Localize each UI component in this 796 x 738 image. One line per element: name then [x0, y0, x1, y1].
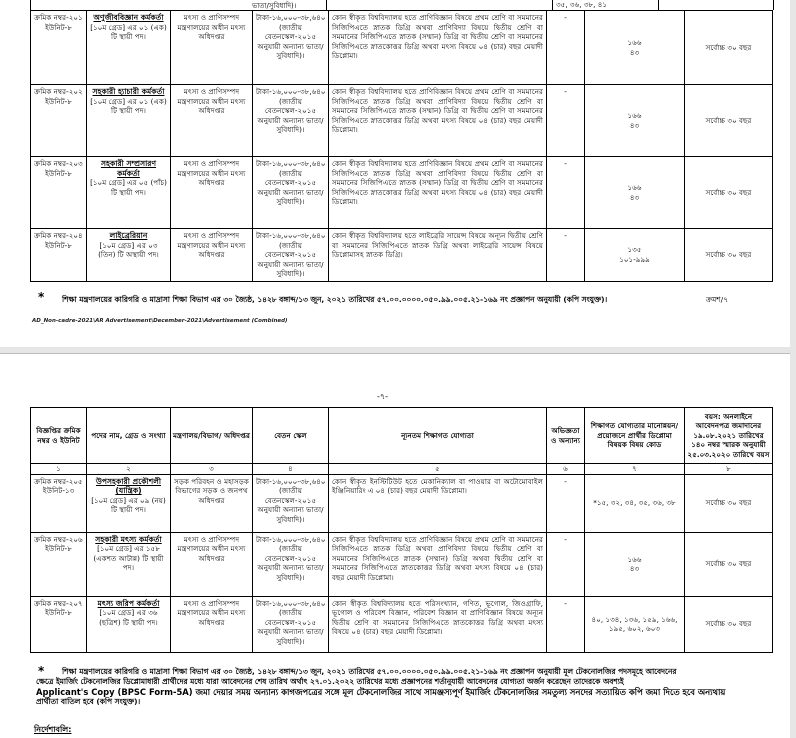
column-header: বিজ্ঞপ্তির ক্রমিক নম্বর ও ইউনিট — [31, 408, 87, 464]
column-header: শিক্ষাগত যোগ্যতার মানোন্নয়ন/প্রয়োজনে প্রার্থীর ডিপ্লোমা বিষয়ক বিষয় কোড — [585, 408, 685, 464]
ministry-cell: মৎস্য ও প্রাণিসম্পদ মন্ত্রণালয়ের অধীন মৎস্য অধিদপ্তর — [171, 157, 253, 229]
qualification-cell: কোন স্বীকৃত বিশ্ববিদ্যালয় হতে প্রাণিবিজ্ঞান বিষয়ে প্রথম শ্রেণি বা সমমানের সিজিপিএতে স্নাতক ডিগ্রি অথবা প্রাণিবিদ্যা বিষয়ে দ্বিতীয় শ্রেণি বা সমমানের সিজিপিএতে স্নাতক (সম্মান) ডিগ্রি অথবা দ্বিতীয় শ্রেণি বা সমমানের সিজিপিএতে স্নাতকোত্তর ডিগ্রি অথবা মৎস্য বিষয়ে ০৪ (চার) বছর মেয়াদী ডিপ্লোমা। — [329, 532, 547, 596]
page1-table — [30, 10, 773, 282]
subject-codes-cell: ১৬৬ ৪৩ — [585, 85, 685, 157]
post-grade: [১০ম গ্রেড] এর ০১ (এক) টি স্থায়ী পদ। — [90, 22, 167, 41]
subject-codes-cell: *১৫, ৩২, ৩৪, ৩৫, ৩৬, ৩৮ — [585, 474, 685, 532]
page2-footnote — [36, 667, 762, 707]
age-cell: সর্বোচ্চ ৩০ বছর — [685, 229, 773, 282]
post-grade: [১০ম গ্রেড] এর ০১ (এক) টি স্থায়ী পদ। — [90, 96, 167, 115]
page2-table — [30, 407, 773, 653]
page1-footnote: শিক্ষা মন্ত্রণালয়ের কারিগরি ও মাদ্রাসা শিক্ষা বিভাগ এর ৩০ জ্যৈষ্ঠ, ১৪২৮ বঙ্গাব্দ/১৩ জুন, ২০২১ তারিখের ৫৭.০০.০০০০.০৫০.৯৯.০০৫.২১-১৬৯ নং প্রজ্ঞাপন অনুযায়ী (কপি সংযুক্ত)। — [62, 295, 608, 304]
column-number: ৮ — [685, 464, 773, 475]
footnote-line: ক্ষেত্রে ইমার্জিং টেকনোলজির ডিপ্লোমাধারী প্রার্থীদের মধ্যে যারা আবেদনের শেষ তারিখ অর্থাৎ ২৭.০১.২০২২ তারিখের মধ্যে প্রজ্ঞাপনের শর্তানুযায়ী আবেদনের যোগ্যতা অর্জন করেছেন তাদেরকে অবশ্যই — [36, 677, 624, 686]
column-number: ৫ — [329, 464, 547, 475]
age-cell: সর্বোচ্চ ৩০ বছর — [685, 596, 773, 652]
qualification-cell: কোন স্বীকৃত বিশ্ববিদ্যালয় হতে প্রাণিবিজ্ঞান বিষয়ে প্রথম শ্রেণি বা সমমানের সিজিপিএতে স্নাতক ডিগ্রি অথবা প্রাণিবিদ্যা বিষয়ে দ্বিতীয় শ্রেণি বা সমমানের সিজিপিএতে স্নাতক (সম্মান) ডিগ্রি বা দ্বিতীয় শ্রেণি বা সমমানের সিজিপিএতে স্নাতকোত্তর ডিগ্রি অথবা মৎস্য বিষয়ে ০৪ (চার) বছর মেয়াদী ডিপ্লোমা। — [329, 157, 547, 229]
experience-cell: - — [547, 596, 585, 652]
page-1: ৩৫, ৩৬, ৩৮, ৪১ ভাতা/সুবিধাদি)। ক্রমিক নম্বর-২০১ ইউনিট-৮ অণুজীববিজ্ঞান কর্মকর্তা [১০ম গ্রেড] এর ০১ (এক) টি স্থায়ী পদ। মৎস্য ও প্রাণিসম্পদ মন্ত্রণালয়ের অধীন মৎস্য অধিদপ্তর টাকা-১৬,০০০-৩৮,৬৪০ (জাতীয় বেতনস্কেল-২০১৫ অনুযায়ী অন্যান্য ভাতা/সুবিধাদি)। কোন স্বীকৃত বিশ্ববিদ্যালয় হতে প্রাণিবিজ্ঞান বিষয়ে প্রথম শ্রেণি বা সমমানের সিজিপিএতে স্নাতক ডিগ্রি অথবা প্রাণিবিদ্যা বিষয়ে দ্বিতীয় শ্রেণি বা সমমানের সিজিপিএতে স্নাতক (সম্মান) ডিগ্রি বা দ্বিতীয় শ্রেণি বা সমমানের সিজিপিএতে স্নাতকোত্তর ডিগ্রি অথবা মৎস্য বিষয়ে ০৪ (চার) বছর মেয়াদী ডিপ্লোমা। - ১৬৬ ৪৩ সর্বোচ্চ ৩০ বছর ক্রমিক নম্বর-২০২ ইউনিট-৮ সহকারী হ্যাচারী কর্মকর্তা [১০ম গ্রেড] এর ০১ (এক) টি স্থায়ী পদ। মৎস্য ও প্রাণিসম্পদ মন্ত্রণালয়ের অধীন মৎস্য অধিদপ্তর টাকা-১৬,০০০-৩৮,৬৪০ (জাতীয় বেতনস্কেল-২০১৫ অনুযায়ী অন্যান্য ভাতা/সুবিধাদি)। কোন স্বীকৃত বিশ্ববিদ্যালয় হতে প্রাণিবিজ্ঞান বিষয়ে প্রথম শ্রেণি বা সমমানের সিজিপিএতে স্নাতক ডিগ্রি অথবা প্রাণিবিদ্যা বিষয়ে দ্বিতীয় শ্রেণি বা সমমানের সিজিপিএতে স্নাতক (সম্মান) ডিগ্রি বা দ্বিতীয় শ্রেণি বা সমমানের সিজিপিএতে স্নাতকোত্তর ডিগ্রি অথবা মৎস্য বিষয়ে ০৪ (চার) বছর মেয়াদী ডিপ্লোমা। - ১৬৬ ৪৩ সর্বোচ্চ ৩০ বছর ক্রমিক নম্বর-২০৩ ইউনিট-৮ সহকারী সম্প্রসারণ কর্মকর্তা [১০ম গ্রেড] এর ০৫ (পাঁচ) টি স্থায়ী পদ। মৎস্য ও প্রাণিসম্পদ মন্ত্রণালয়ের অধীন মৎস্য অধিদপ্তর টাকা-১৬,০০০-৩৮,৬৪০ (জাতীয় বেতনস্কেল-২০১৫ অনুযায়ী অন্যান্য ভাতা/সুবিধাদি)। কোন স্বীকৃত বিশ্ববিদ্যালয় হতে প্রাণিবিজ্ঞান বিষয়ে প্রথম শ্রেণি বা সমমানের সিজিপিএতে স্নাতক ডিগ্রি অথবা প্রাণিবিদ্যা বিষয়ে দ্বিতীয় শ্রেণি বা সমমানের সিজিপিএতে স্নাতক (সম্মান) ডিগ্রি বা দ্বিতীয় শ্রেণি বা সমমানের সিজিপিএতে স্নাতকোত্তর ডিগ্রি অথবা মৎস্য বিষয়ে ০৪ (চার) বছর মেয়াদী ডিপ্লোমা। - ১৬৬ ৪৩ সর্বোচ্চ ৩০ বছর ক্রমিক নম্বর-২০৪ ইউনিট-৮ লাইব্রেরিয়ান [১০ম গ্রেড] এর ০৩ (তিন) টি অস্থায়ী পদ। মৎস্য ও প্রাণিসম্পদ মন্ত্রণালয়ের অধীন মৎস্য অধিদপ্তর টাকা-১৬,০০০-৩৮,৬৪০ (জাতীয় বেতনস্কেল-২০১৫ অনুযায়ী অন্যান্য ভাতা/সুবিধাদি)। কোন স্বীকৃত বিশ্ববিদ্যালয় হতে লাইব্রেরি সায়েন্স বিষয়ে অন্যূন দ্বিতীয় শ্রেণি বা সমমানের সিজিপিএতে স্নাতক ডিগ্রি অথবা লাইব্রেরি সায়েন্স বিষয়ে ডিপ্লোমাসহ স্নাতক ডিগ্রি। - ১৩৫ ১০১-৯৯৯ সর্বোচ্চ ৩০ বছর * শিক্ষা মন্ত্রণালয়ের কারিগরি ও মাদ্রাসা শিক্ষা বিভাগ এর ৩০ জ্যৈষ্ঠ, ১৪২৮ বঙ্গাব্দ/১৩ জুন, ২০২১ তারিখের ৫৭.০০.০০০০.০৫০.৯৯.০০৫.২১-১৬৯ নং প্রজ্ঞাপন অনুযায়ী (কপি সংযুক্ত)। ক্রমশ/৭ AD_Non-cadre-2021\AR Advertisement\December-2021\Advertisement (Combined) — [0, 0, 790, 347]
serial-cell: ক্রমিক নম্বর-২০১ ইউনিট-৮ — [31, 11, 87, 85]
pay-scale-cell: টাকা-১৬,০০০-৩৮,৬৪০ (জাতীয় বেতনস্কেল-২০১৫ অনুযায়ী অন্যান্য ভাতা/সুবিধাদি)। — [253, 596, 329, 652]
serial-cell: ক্রমিক নম্বর-২০৩ ইউনিট-৮ — [31, 157, 87, 229]
experience-cell: - — [547, 532, 585, 596]
table-row — [31, 474, 773, 532]
column-number: ৩ — [171, 464, 253, 475]
column-number: ৬ — [547, 464, 585, 475]
subject-codes-cell: ১৬৬ ৪৩ — [585, 11, 685, 85]
footnote-line: শিক্ষা মন্ত্রণালয়ের কারিগরি ও মাদ্রাসা শিক্ষা বিভাগ এর ৩০ জ্যৈষ্ঠ, ১৪২৮ বঙ্গাব্দ/১৩ জুন, ২০২১ তারিখের ৫৭.০০.০০০০.০৫০.৯৯.০০৫.২১-১৬৯ নং প্রজ্ঞাপন অনুযায়ী মূল টেকনোলজির পদসমূহে আবেদনের — [62, 667, 677, 676]
table-row — [31, 85, 773, 157]
post-cell — [87, 11, 171, 85]
experience-cell: - — [547, 474, 585, 532]
subject-codes-cell: ১৩৫ ১০১-৯৯৯ — [585, 229, 685, 282]
table-row — [31, 596, 773, 652]
table-row — [31, 157, 773, 229]
ministry-cell: মৎস্য ও প্রাণিসম্পদ মন্ত্রণালয়ের অধীন মৎস্য অধিদপ্তর — [171, 532, 253, 596]
post-grade: [১০ম গ্রেড] এর ০৫ (পাঁচ) টি স্থায়ী পদ। — [90, 178, 167, 197]
qualification-cell: কোন স্বীকৃত বিশ্ববিদ্যালয় হতে প্রাণিবিজ্ঞান বিষয়ে প্রথম শ্রেণি বা সমমানের সিজিপিএতে স্নাতক ডিগ্রি অথবা প্রাণিবিদ্যা বিষয়ে দ্বিতীয় শ্রেণি বা সমমানের সিজিপিএতে স্নাতক (সম্মান) ডিগ্রি বা দ্বিতীয় শ্রেণি বা সমমানের সিজিপিএতে স্নাতকোত্তর ডিগ্রি অথবা মৎস্য বিষয়ে ০৪ (চার) বছর মেয়াদী ডিপ্লোমা। — [329, 11, 547, 85]
file-path: AD_Non-cadre-2021\AR Advertisement\December-2021\Advertisement (Combined) — [32, 318, 288, 324]
post-grade: [১০ম গ্রেড] এর ৩৬ (ছত্রিশ) টি স্থায়ী পদ। — [99, 608, 158, 627]
ministry-cell: মৎস্য ও প্রাণিসম্পদ মন্ত্রণালয়ের অধীন মৎস্য অধিদপ্তর — [171, 85, 253, 157]
experience-cell: - — [547, 85, 585, 157]
column-number: ২ — [87, 464, 171, 475]
column-number: ১ — [31, 464, 87, 475]
top-fragment: ৩৫, ৩৬, ৩৮, ৪১ — [552, 0, 659, 11]
age-cell: সর্বোচ্চ ৩০ বছর — [685, 11, 773, 85]
qualification-cell: কোন স্বীকৃত বিশ্ববিদ্যালয় হতে পরিসংখ্যান, গণিত, ভূগোল, জিওগ্রাফি, ভূগোল ও পরিবেশ বিজ্ঞান, পরিবেশ বিজ্ঞান বা প্রাণিবিজ্ঞান বিষয়ে অন্যূন দ্বিতীয় শ্রেণি বা সমমানের সিজিপিএতে স্নাতকোত্তর ডিগ্রি অথবা মৎস্য বিষয়ে ০৪ (চার) বছর মেয়াদী ডিপ্লোমা। — [329, 596, 547, 652]
table-row — [31, 532, 773, 596]
serial-cell: ক্রমিক নম্বর-২০২ ইউনিট-৮ — [31, 85, 87, 157]
post-cell — [87, 157, 171, 229]
post-cell — [87, 229, 171, 282]
pay-scale-cell: টাকা-১৬,০০০-৩৮,৬৪০ (জাতীয় বেতনস্কেল-২০১৫ অনুযায়ী অন্যান্য ভাতা/সুবিধাদি)। — [253, 157, 329, 229]
experience-cell: - — [547, 11, 585, 85]
experience-cell: - — [547, 229, 585, 282]
serial-cell: ক্রমিক নম্বর-২০৫ ইউনিট-১৩ — [31, 474, 87, 532]
column-header: বয়স: অনলাইনে আবেদনপত্র জমাদানের ১৯.০৮.২০২১ তারিখের ১৪০ নম্বর স্মারক অনুযায়ী ২৫.০৩.২০২০ তারিখে বয়স — [685, 408, 773, 464]
pay-scale-cell: টাকা-১৬,০০০-৩৮,৬৪০ (জাতীয় বেতনস্কেল-২০১৫ অনুযায়ী অন্যান্য ভাতা/সুবিধাদি)। — [253, 474, 329, 532]
qualification-cell: কোন স্বীকৃত বিশ্ববিদ্যালয় হতে লাইব্রেরি সায়েন্স বিষয়ে অন্যূন দ্বিতীয় শ্রেণি বা সমমানের সিজিপিএতে স্নাতক ডিগ্রি অথবা লাইব্রেরি সায়েন্স বিষয়ে ডিপ্লোমাসহ স্নাতক ডিগ্রি। — [329, 229, 547, 282]
post-grade: [১০ম গ্রেড] এর ১৫৮ (একশত আটান্ন) টি স্থায়ী পদ। — [93, 544, 164, 572]
post-cell — [87, 85, 171, 157]
pay-scale-cell: টাকা-১৬,০০০-৩৮,৬৪০ (জাতীয় বেতনস্কেল-২০১৫ অনুযায়ী অন্যান্য ভাতা/সুবিধাদি)। — [253, 11, 329, 85]
post-cell — [87, 596, 171, 652]
column-header: ন্যূনতম শিক্ষাগত যোগ্যতা — [329, 408, 547, 464]
column-header: অভিজ্ঞতা ও অন্যান্য — [547, 408, 585, 464]
ministry-cell: মৎস্য ও প্রাণিসম্পদ মন্ত্রণালয়ের অধীন মৎস্য অধিদপ্তর — [171, 229, 253, 282]
ministry-cell: মৎস্য ও প্রাণিসম্পদ মন্ত্রণালয়ের অধীন মৎস্য অধিদপ্তর — [171, 11, 253, 85]
post-name: সহকারী সম্প্রসারণ কর্মকর্তা — [100, 159, 157, 178]
serial-cell: ক্রমিক নম্বর-২০৭ ইউনিট-৮ — [31, 596, 87, 652]
column-header: পদের নাম, গ্রেড ও সংখ্যা — [87, 408, 171, 464]
post-name: সহকারী হ্যাচারী কর্মকর্তা — [92, 87, 165, 96]
continued-label: ক্রমশ/৭ — [706, 295, 728, 304]
age-cell: সর্বোচ্চ ৩০ বছর — [685, 85, 773, 157]
pay-scale-cell: টাকা-১৬,০০০-৩৮,৬৪০ (জাতীয় বেতনস্কেল-২০১৫ অনুযায়ী অন্যান্য ভাতা/সুবিধাদি)। — [253, 532, 329, 596]
age-cell: সর্বোচ্চ ৩০ বছর — [685, 157, 773, 229]
post-name: সহকারী মৎস্য কর্মকর্তা — [95, 534, 162, 544]
column-number: ৭ — [585, 464, 685, 475]
post-name: অণুজীববিজ্ঞান কর্মকর্তা — [93, 13, 164, 22]
post-name: লাইব্রেরিয়ান — [109, 231, 148, 240]
column-header: বেতন স্কেল — [253, 408, 329, 464]
post-cell — [87, 532, 171, 596]
table-row — [31, 11, 773, 85]
column-number: ৪ — [253, 464, 329, 475]
post-grade: [১০ম গ্রেড] এর ০৯ (নয়) টি স্থায়ী পদ। — [91, 495, 166, 514]
header-row — [31, 408, 773, 464]
post-name: মৎস্য জরিপ কর্মকর্তা — [97, 598, 160, 608]
instructions-label: নির্দেশাবলি: — [34, 725, 72, 734]
pay-fragment: ভাতা/সুবিধাদি)। — [252, 0, 327, 10]
subject-codes-cell: ১৬৬ ৪৩ — [585, 532, 685, 596]
post-cell — [87, 474, 171, 532]
pay-scale-cell: টাকা-১৬,০০০-৩৮,৬৪০ (জাতীয় বেতনস্কেল-২০১৫ অনুযায়ী অন্যান্য ভাতা/সুবিধাদি)। — [253, 229, 329, 282]
ministry-cell: সড়ক পরিবহন ও মহাসড়ক বিভাগের সড়ক ও জনপথ অধিদপ্তর — [171, 474, 253, 532]
page-number: -৭- — [377, 392, 388, 401]
serial-cell: ক্রমিক নম্বর-২০৪ ইউনিট-৮ — [31, 229, 87, 282]
age-cell: সর্বোচ্চ ৩০ বছর — [685, 532, 773, 596]
ministry-cell: মৎস্য ও প্রাণিসম্পদ মন্ত্রণালয়ের অধীন মৎস্য অধিদপ্তর — [171, 596, 253, 652]
page-2: -৭- বিজ্ঞপ্তির ক্রমিক নম্বর ও ইউনিট পদের নাম, গ্রেড ও সংখ্যা মন্ত্রণালয়/বিভাগ/ অধিদপ্তর বেতন স্কেল ন্যূনতম শিক্ষাগত যোগ্যতা অভিজ্ঞতা ও অন্যান্য শিক্ষাগত যোগ্যতার মানোন্নয়ন/প্রয়োজনে প্রার্থীর ডিপ্লোমা বিষয়ক বিষয় কোড বয়স: অনলাইনে আবেদনপত্র জমাদানের ১৯.০৮.২০২১ তারিখের ১৪০ নম্বর স্মারক অনুযায়ী ২৫.০৩.২০২০ তারিখে বয়স ১ ২ ৩ ৪ ৫ ৬ ৭ ৮ ক্রমিক নম্বর-২০৫ ইউনিট-১৩ উপসহকারী প্রকৌশলী (যান্ত্রিক) [১০ম গ্রেড] এর ০৯ (নয়) টি স্থায়ী পদ। সড়ক পরিবহন ও মহাসড়ক বিভাগের সড়ক ও জনপথ অধিদপ্তর টাকা-১৬,০০০-৩৮,৬৪০ (জাতীয় বেতনস্কেল-২০১৫ অনুযায়ী অন্যান্য ভাতা/সুবিধাদি)। কোন স্বীকৃত ইনস্টিটিউট হতে মেকানিক্যাল বা পাওয়ার বা অটোমোবাইল ইঞ্জিনিয়ারিং এ ০৪ (চার) বছর মেয়াদী ডিপ্লোমা। - *১৫, ৩২, ৩৪, ৩৫, ৩৬, ৩৮ সর্বোচ্চ ৩০ বছর ক্রমিক নম্বর-২০৬ ইউনিট-৮ সহকারী মৎস্য কর্মকর্তা [১০ম গ্রেড] এর ১৫৮ (একশত আটান্ন) টি স্থায়ী পদ। মৎস্য ও প্রাণিসম্পদ মন্ত্রণালয়ের অধীন মৎস্য অধিদপ্তর টাকা-১৬,০০০-৩৮,৬৪০ (জাতীয় বেতনস্কেল-২০১৫ অনুযায়ী অন্যান্য ভাতা/সুবিধাদি)। কোন স্বীকৃত বিশ্ববিদ্যালয় হতে প্রাণিবিজ্ঞান বিষয়ে প্রথম শ্রেণি বা সমমানের সিজিপিএতে স্নাতক ডিগ্রি অথবা প্রাণিবিদ্যা বিষয়ে দ্বিতীয় শ্রেণি বা সমমানের সিজিপিএতে স্নাতক (সম্মান) ডিগ্রি অথবা দ্বিতীয় শ্রেণি বা সমমানের সিজিপিএতে স্নাতকোত্তর ডিগ্রি অথবা মৎস্য বিষয়ে ০৪ (চার) বছর মেয়াদী ডিপ্লোমা। - ১৬৬ ৪৩ সর্বোচ্চ ৩০ বছর ক্রমিক নম্বর-২০৭ ইউনিট-৮ মৎস্য জরিপ কর্মকর্তা [১০ম গ্রেড] এর ৩৬ (ছত্রিশ) টি স্থায়ী পদ। মৎস্য ও প্রাণিসম্পদ মন্ত্রণালয়ের অধীন মৎস্য অধিদপ্তর টাকা-১৬,০০০-৩৮,৬৪০ (জাতীয় বেতনস্কেল-২০১৫ অনুযায়ী অন্যান্য ভাতা/সুবিধাদি)। কোন স্বীকৃত বিশ্ববিদ্যালয় হতে পরিসংখ্যান, গণিত, ভূগোল, জিওগ্রাফি, ভূগোল ও পরিবেশ বিজ্ঞান, পরিবেশ বিজ্ঞান বা প্রাণিবিজ্ঞান বিষয়ে অন্যূন দ্বিতীয় শ্রেণি বা সমমানের সিজিপিএতে স্নাতকোত্তর ডিগ্রি অথবা মৎস্য বিষয়ে ০৪ (চার) বছর মেয়াদী ডিপ্লোমা। - ৪০, ১৩৪, ১৩৬, ১৫৯, ১৬৬, ১৯৫, ৬০২, ৬০৩ সর্বোচ্চ ৩০ বছর * শিক্ষা মন্ত্রণালয়ের কারিগরি ও মাদ্রাসা শিক্ষা বিভাগ এর ৩০ জ্যৈষ্ঠ, ১৪২৮ বঙ্গাব্দ/১৩ জুন, ২০২১ তারিখের ৫৭.০০.০০০০.০৫০.৯৯.০০৫.২১-১৬৯ নং প্রজ্ঞাপন অনুযায়ী মূল টেকনোলজির পদসমূহে আবেদনের ক্ষেত্রে ইমার্জিং টেকনোলজির ডিপ্লোমাধারী প্রার্থীদের মধ্যে যারা আবেদনের শেষ তারিখ অর্থাৎ ২৭.০১.২০২২ তারিখের মধ্যে প্রজ্ঞাপনের শর্তানুযায়ী আবেদনের যোগ্যতা অর্জন করেছেন তাদেরকে অবশ্যই Applicant's Copy (BPSC Form-5A) জমা দেয়ার সময় অন্যান্য কাগজপত্রের সঙ্গে মূল টেকনোলজির সাথে সামঞ্জস্যপূর্ণ ইমার্জিং টেকনোলজির সমতুল্য সনদের সত্যায়িত কপি জমা দিতে হবে অন্যথায় প্রার্থীতা বাতিল হবে (কপি সংযুক্ত)। নির্দেশাবলি: — [0, 353, 790, 738]
pay-scale-cell: টাকা-১৬,০০০-৩৮,৬৪০ (জাতীয় বেতনস্কেল-২০১৫ অনুযায়ী অন্যান্য ভাতা/সুবিধাদি)। — [253, 85, 329, 157]
post-grade: [১০ম গ্রেড] এর ০৩ (তিন) টি অস্থায়ী পদ। — [98, 240, 159, 259]
table-row — [31, 229, 773, 282]
serial-cell: ক্রমিক নম্বর-২০৬ ইউনিট-৮ — [31, 532, 87, 596]
age-cell: সর্বোচ্চ ৩০ বছর — [685, 474, 773, 532]
footnote-line: প্রার্থীতা বাতিল হবে (কপি সংযুক্ত)। — [36, 697, 141, 706]
column-header: মন্ত্রণালয়/বিভাগ/ অধিদপ্তর — [171, 408, 253, 464]
experience-cell: - — [547, 157, 585, 229]
qualification-cell: কোন স্বীকৃত ইনস্টিটিউট হতে মেকানিক্যাল বা পাওয়ার বা অটোমোবাইল ইঞ্জিনিয়ারিং এ ০৪ (চার) বছর মেয়াদী ডিপ্লোমা। — [329, 474, 547, 532]
qualification-cell: কোন স্বীকৃত বিশ্ববিদ্যালয় হতে প্রাণিবিজ্ঞান বিষয়ে প্রথম শ্রেণি বা সমমানের সিজিপিএতে স্নাতক ডিগ্রি অথবা প্রাণিবিদ্যা বিষয়ে দ্বিতীয় শ্রেণি বা সমমানের সিজিপিএতে স্নাতক (সম্মান) ডিগ্রি বা দ্বিতীয় শ্রেণি বা সমমানের সিজিপিএতে স্নাতকোত্তর ডিগ্রি অথবা মৎস্য বিষয়ে ০৪ (চার) বছর মেয়াদী ডিপ্লোমা। — [329, 85, 547, 157]
subject-codes-cell: ৪০, ১৩৪, ১৩৬, ১৫৯, ১৬৬, ১৯৫, ৬০২, ৬০৩ — [585, 596, 685, 652]
column-number-row — [31, 464, 773, 475]
post-name: উপসহকারী প্রকৌশলী (যান্ত্রিক) — [95, 476, 162, 495]
footnote-line: Applicant's Copy (BPSC Form-5A) জমা দেয়ার সময় অন্যান্য কাগজপত্রের সঙ্গে মূল টেকনোলজির সাথে সামঞ্জস্যপূর্ণ ইমার্জিং টেকনোলজির সমতুল্য সনদের সত্যায়িত কপি জমা দিতে হবে অন্যথায় — [36, 687, 726, 697]
subject-codes-cell: ১৬৬ ৪৩ — [585, 157, 685, 229]
